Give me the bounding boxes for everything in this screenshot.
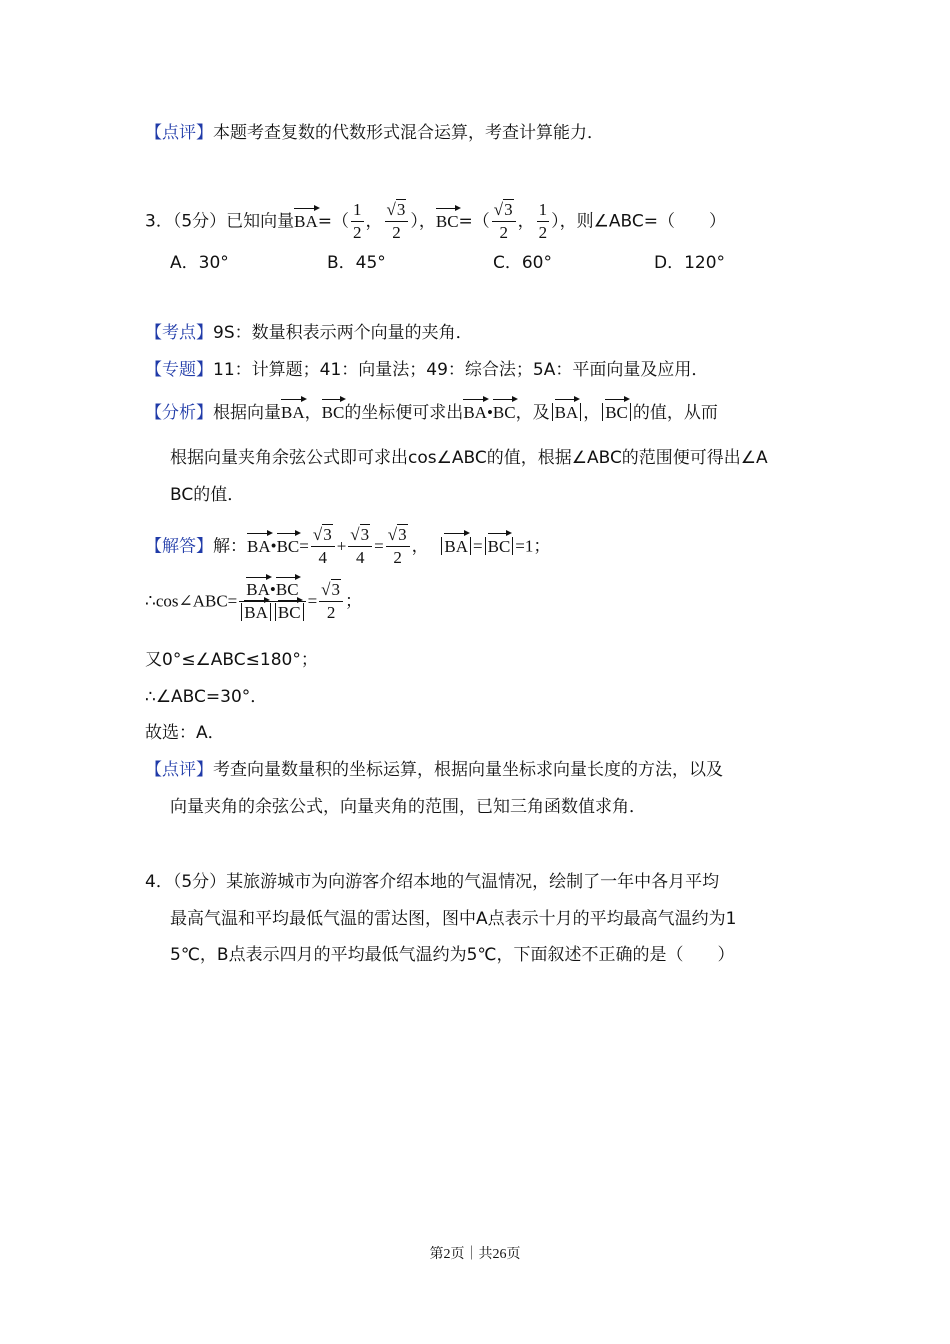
- kaodian-tag: 【考点】: [145, 323, 213, 343]
- kaodian-text: 9S：数量积表示两个向量的夹角．: [213, 323, 473, 343]
- fenxi-d: 的值，从而: [632, 403, 718, 423]
- frac-one-half-2: $\frac{1}{2}$: [538, 200, 548, 242]
- fenxi-line-3: BC的值．: [170, 485, 245, 505]
- review-tag-2: 【点评】: [145, 760, 213, 780]
- frac-sqrt3-half-2: $\frac{√3}{2}$: [492, 199, 516, 244]
- vector-bc-4: BC: [277, 535, 300, 559]
- zhuanti-text: 11：计算题；41：向量法；49：综合法；5A：平面向量及应用．: [213, 360, 709, 380]
- frac-sqrt3-half-3: $\frac{√3}{2}$: [386, 524, 410, 569]
- kaodian: [145, 321, 473, 345]
- option-a: A．30°: [170, 253, 229, 273]
- jieda-line-1: 【解答】解： BA• BC= $\frac{√3}{4}$ + $\frac{√3}{4}$ = $\frac{√3}{2}$ ， BA = BC =1；: [145, 525, 551, 567]
- vector-ba-3: BA: [463, 401, 487, 425]
- vector-bc-2: BC: [322, 401, 345, 425]
- fenxi-tag: 【分析】: [145, 403, 213, 423]
- zhuanti: [145, 358, 708, 382]
- result-line: ∴∠ABC=30°．: [145, 687, 268, 707]
- cos-line: ∴cos∠ABC= BA• BC BA BC = $\frac{√3}{2}$ ；: [145, 579, 362, 624]
- vector-bc-abs: BC: [605, 401, 628, 425]
- close-tail: ），则∠ABC=（ ）: [551, 211, 726, 232]
- eq-open: =（: [317, 211, 350, 232]
- vector-ba-abs: BA: [555, 401, 579, 425]
- fenxi-b: 的坐标便可求出: [344, 403, 464, 423]
- cos-fraction: BA• BC BA BC: [239, 579, 305, 624]
- option-c: C．60°: [493, 253, 553, 273]
- frac-one-half: $\frac{1}{2}$: [353, 200, 362, 242]
- comma-2: ，: [517, 211, 535, 232]
- cos-line-a: ∴cos∠ABC=: [145, 591, 238, 611]
- frac-sqrt3-quarter-2: $\frac{√3}{4}$: [348, 524, 372, 569]
- question-4-line-2: 最高气温和平均最低气温的雷达图，图中A点表示十月的平均最高气温约为1: [170, 909, 737, 929]
- fenxi-line-1: 【分析】根据向量 BA， BC的坐标便可求出 BA• BC，及 BA ， BC 的值，从而: [145, 401, 718, 425]
- jieda-tag: 【解答】: [145, 536, 213, 557]
- close-sep: ），: [410, 211, 436, 232]
- question-3-stem: [145, 199, 726, 244]
- zhuanti-tag: 【专题】: [145, 360, 213, 380]
- vector-ba: BA: [294, 210, 318, 234]
- vector-bc: BC: [436, 210, 459, 234]
- comma: ，: [365, 211, 383, 232]
- range-line: 又0°≤∠ABC≤180°；: [145, 650, 318, 670]
- vector-ba-abs-2: BA: [444, 535, 468, 559]
- review-q2: [145, 121, 604, 145]
- vector-ba-4: BA: [247, 535, 271, 559]
- option-b: B．45°: [327, 253, 386, 273]
- review-1: 考查向量数量积的坐标运算，根据向量坐标求向量长度的方法，以及: [213, 760, 723, 780]
- vector-bc-abs-2: BC: [488, 535, 511, 559]
- jieda-a: 解：: [213, 536, 247, 557]
- review-text: 本题考查复数的代数形式混合运算，考查计算能力．: [213, 123, 604, 143]
- stem-start: 3．（5分）已知向量: [145, 211, 295, 232]
- choice-line: 故选：A．: [145, 723, 225, 743]
- question-4-line-3: 5℃，B点表示四月的平均最低气温约为5℃，下面叙述不正确的是（ ）: [170, 945, 735, 965]
- vector-ba-2: BA: [281, 401, 305, 425]
- eq-open-2: =（: [458, 211, 490, 232]
- question-4-line-1: 4．（5分）某旅游城市为向游客介绍本地的气温情况，绘制了一年中各月平均: [145, 872, 720, 892]
- frac-sqrt3-half-4: $\frac{√3}{2}$: [319, 579, 343, 624]
- fenxi-c: ，及: [515, 403, 550, 423]
- frac-sqrt3-quarter: $\frac{√3}{4}$: [311, 524, 335, 569]
- fenxi-line-2: 根据向量夹角余弦公式即可求出cos∠ABC的值，根据∠ABC的范围便可得出∠A: [170, 448, 768, 468]
- vector-bc-3: BC: [493, 401, 516, 425]
- option-d: D．120°: [654, 253, 726, 273]
- fenxi-a: 根据向量: [213, 403, 281, 423]
- page-footer: 第2页｜共26页: [429, 1247, 521, 1262]
- review-line-1: [145, 758, 723, 782]
- frac-sqrt3-half: $\frac{√3}{2}$: [385, 199, 409, 244]
- review-line-2: 向量夹角的余弦公式，向量夹角的范围，已知三角函数值求角．: [170, 797, 646, 817]
- review-tag: 【点评】: [145, 123, 213, 143]
